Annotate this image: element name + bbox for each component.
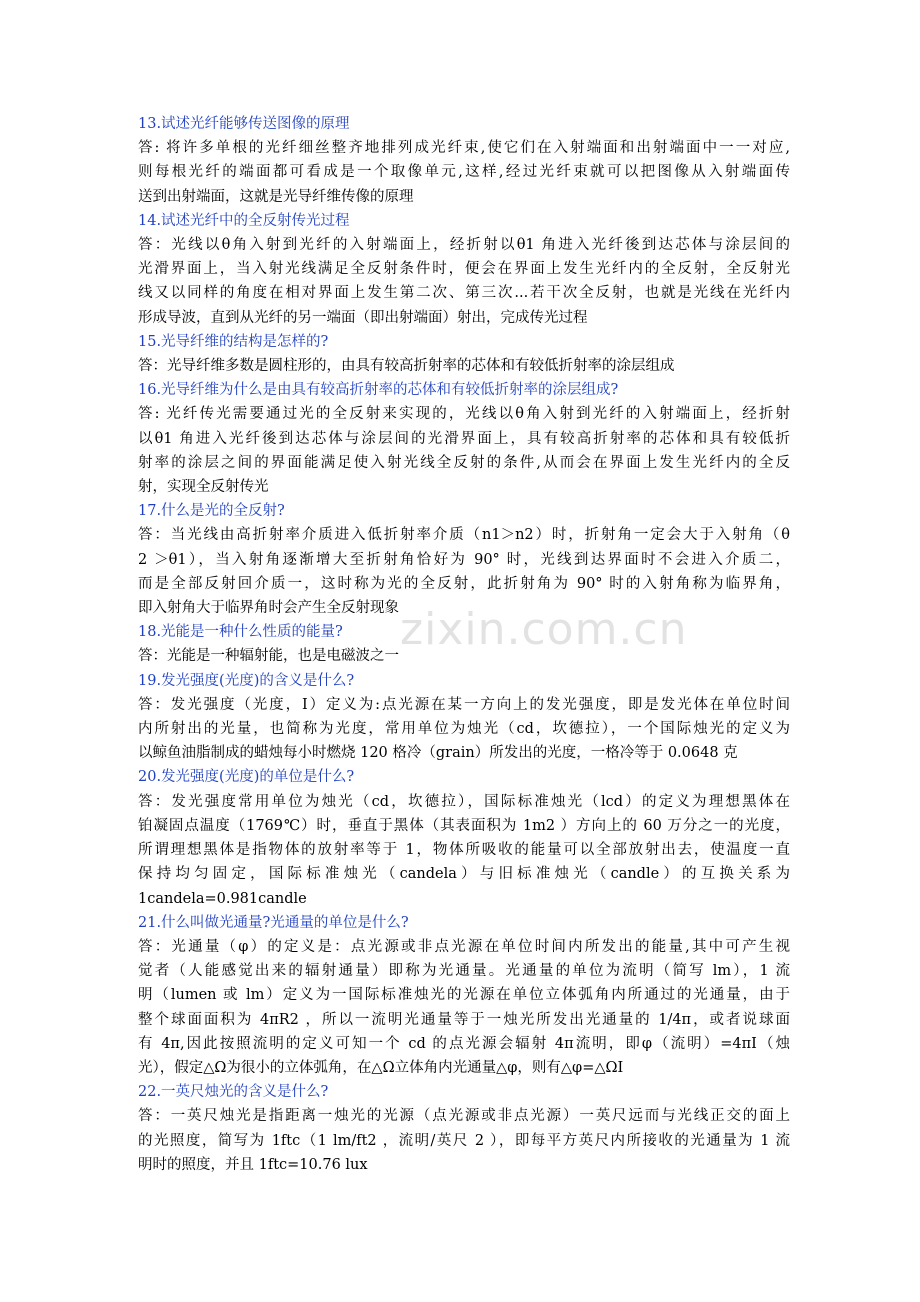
qa-item	[138, 765, 790, 910]
answer-text	[138, 402, 790, 499]
answer-line: 答：光通量（φ）的定义是：点光源或非点光源在单位时间内所发出的能量,其中可产生视	[138, 938, 790, 955]
qa-item	[138, 1080, 790, 1177]
question-heading: 17.什么是光的全反射?	[138, 503, 285, 520]
question-heading: 14.试述光纤中的全反射传光过程	[138, 212, 350, 229]
answer-line: 觉者（人能感觉出来的辐射通量）即称为光通量。光通量的单位为流明（简写 lm），1 流	[138, 963, 790, 980]
answer-line: 即入射角大于临界角时会产生全反射现象	[138, 600, 399, 617]
qa-item	[138, 669, 790, 766]
answer-line: 的光照度，简写为 1ftc（1 lm/ft2 ，流明/英尺 2 ），即每平方英尺内所接收的光通量为 1 流	[138, 1132, 790, 1149]
answer-line: 明（lumen 或 lm）定义为一国际标准烛光的光源在单位立体弧角内所通过的光通量，由于	[138, 987, 790, 1004]
answer-line: 而是全部反射回介质一，这时称为光的全反射，此折射角为 90° 时的入射角称为临界角，	[138, 575, 790, 592]
answer-text	[138, 354, 790, 378]
answer-line: 光滑界面上，当入射光线满足全反射条件时，便会在界面上发生光纤内的全反射，全反射光	[138, 261, 790, 278]
answer-line: 答: 将许多单根的光纤细丝整齐地排列成光纤束,使它们在入射端面和出射端面中一一对应,	[138, 140, 790, 157]
answer-line: 答：发光强度（光度，I）定义为:点光源在某一方向上的发光强度，即是发光体在单位时间	[138, 696, 790, 713]
answer-line: 光），假定△Ω为很小的立体弧角，在△Ω立体角内光通量△φ，则有△φ=△ΩI	[138, 1059, 624, 1076]
answer-line: 答：光导纤维多数是圆柱形的，由具有较高折射率的芯体和有较低折射率的涂层组成	[138, 358, 675, 375]
answer-line: 以鲸鱼油脂制成的蜡烛每小时燃烧 120 格冷（grain）所发出的光度，一格冷等于 0.0648 克	[138, 745, 738, 762]
answer-line: 射，实现全反射传光	[138, 479, 269, 496]
question-heading: 21.什么叫做光通量?光通量的单位是什么?	[138, 914, 409, 931]
answer-text	[138, 790, 790, 911]
question-heading: 22.一英尺烛光的含义是什么?	[138, 1084, 329, 1101]
question-heading: 16.光导纤维为什么是由具有较高折射率的芯体和有较低折射率的涂层组成?	[138, 382, 619, 399]
answer-line: 以θ1 角进入光纤後到达芯体与涂层间的光滑界面上，具有较高折射率的芯体和具有较低折	[138, 430, 790, 447]
answer-line: 线又以同样的角度在相对界面上发生第二次、第三次...若干次全反射，也就是光线在光纤内	[138, 285, 790, 302]
answer-line: 答：当光线由高折射率介质进入低折射率介质（n1＞n2）时，折射角一定会大于入射角（θ	[138, 527, 790, 544]
question-heading: 19.发光强度(光度)的含义是什么?	[138, 672, 355, 689]
answer-line: 铂凝固点温度（1769℃）时，垂直于黑体（其表面积为 1m2 ）方向上的 60 万分之一的光度，	[138, 817, 790, 834]
qa-item	[138, 209, 790, 330]
answer-text	[138, 233, 790, 330]
answer-line: 形成导波，直到从光纤的另一端面（即出射端面）射出，完成传光过程	[138, 309, 588, 326]
answer-text	[138, 1104, 790, 1177]
answer-text	[138, 136, 790, 209]
answer-text	[138, 935, 790, 1080]
answer-line: 答：发光强度常用单位为烛光（cd，坎德拉），国际标准烛光（lcd）的定义为理想黑体在	[138, 793, 790, 810]
qa-item	[138, 499, 790, 620]
question-heading: 20.发光强度(光度)的单位是什么?	[138, 769, 355, 786]
answer-line: 2 ＞θ1），当入射角逐渐增大至折射角恰好为 90° 时，光线到达界面时不会进入介质二，	[138, 551, 790, 568]
answer-line: 内所射出的光量，也简称为光度，常用单位为烛光（cd，坎德拉），一个国际烛光的定义为	[138, 721, 790, 738]
answer-text	[138, 693, 790, 766]
answer-line: 整个球面面积为 4πR2 ，所以一流明光通量等于一烛光所发出光通量的 1/4π，或者说球面	[138, 1011, 790, 1028]
watermark: zixin.com.cn	[400, 604, 688, 655]
answer-line: 答: 光纤传光需要通过光的全反射来实现的，光线以θ角入射到光纤的入射端面上，经折射	[138, 406, 790, 423]
answer-line: 射率的涂层之间的界面能满足使入射光线全反射的条件,从而会在界面上发生光纤内的全反	[138, 454, 790, 471]
answer-line: 送到出射端面，这就是光导纤维传像的原理	[138, 188, 414, 205]
qa-item	[138, 378, 790, 499]
question-heading: 18.光能是一种什么性质的能量?	[138, 624, 343, 641]
question-heading: 13.试述光纤能够传送图像的原理	[138, 116, 350, 132]
answer-line: 答：光线以θ角入射到光纤的入射端面上，经折射以θ1 角进入光纤後到达芯体与涂层间的	[138, 237, 790, 254]
qa-item	[138, 330, 790, 378]
answer-line: 保持均匀固定，国际标准烛光（candela）与旧标准烛光（candle）的互换关系为	[138, 866, 790, 883]
answer-line: 有 4π,因此按照流明的定义可知一个 cd 的点光源会辐射 4π流明，即φ（流明）=4πI（烛	[138, 1035, 790, 1052]
question-heading: 15.光导纤维的结构是怎样的?	[138, 333, 329, 350]
qa-item	[138, 911, 790, 1080]
answer-line: 答：一英尺烛光是指距离一烛光的光源（点光源或非点光源）一英尺远而与光线正交的面上	[138, 1108, 790, 1125]
answer-line: 1candela=0.981candle	[138, 890, 307, 907]
answer-line: 则每根光纤的端面都可看成是一个取像单元,这样,经过光纤束就可以把图像从入射端面传	[138, 164, 790, 181]
answer-line: 明时的照度，并且 1ftc=10.76 lux	[138, 1156, 368, 1173]
answer-line: 答：光能是一种辐射能，也是电磁波之一	[138, 648, 399, 665]
qa-item	[138, 112, 790, 209]
answer-line: 所谓理想黑体是指物体的放射率等于 1，物体所吸收的能量可以全部放射出去，使温度一直	[138, 842, 790, 859]
